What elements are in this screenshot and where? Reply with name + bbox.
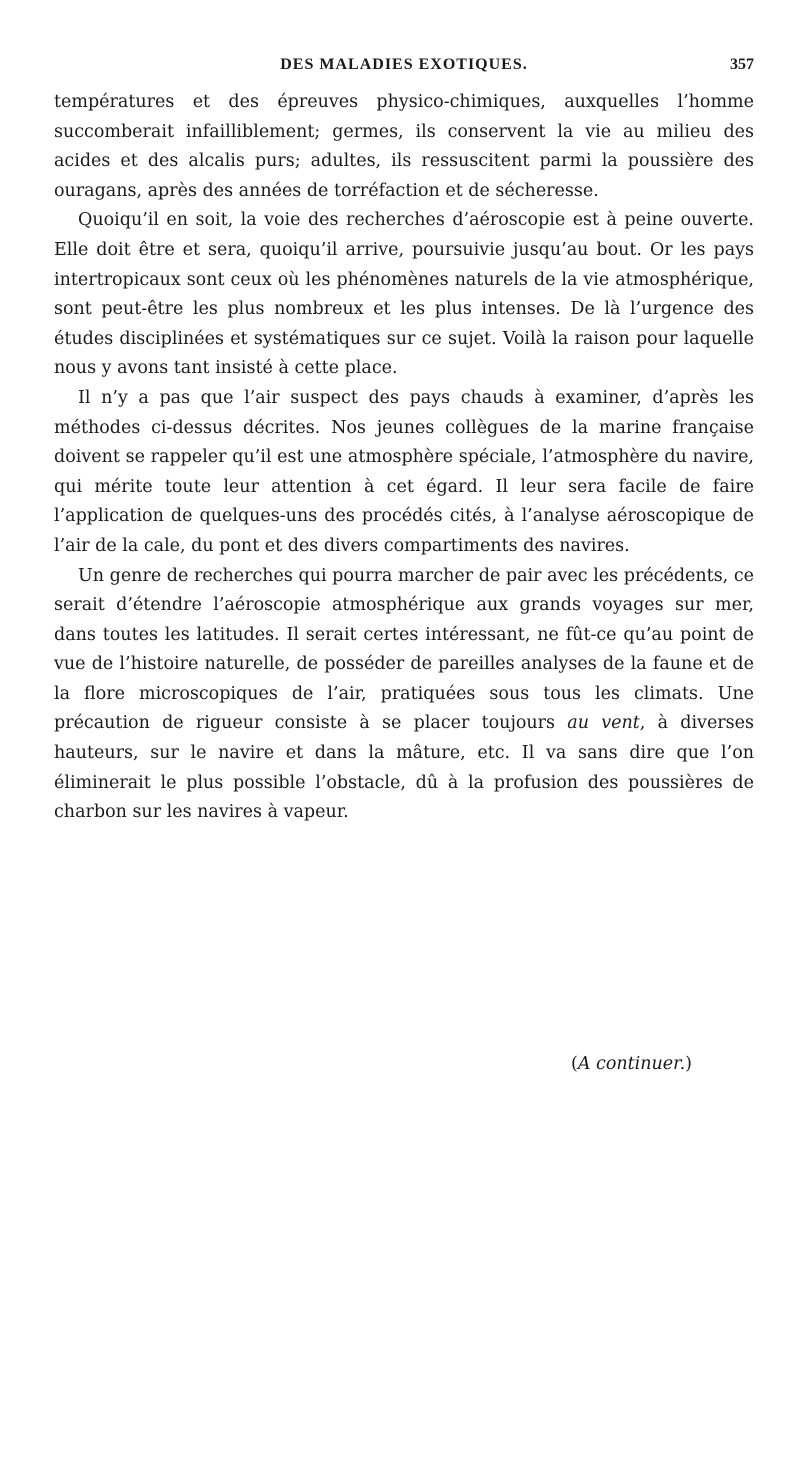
body-text — [54, 88, 754, 828]
sign-off-line — [571, 1050, 692, 1080]
sign-off-close-paren: ) — [685, 1054, 692, 1074]
running-title: DES MALADIES EXOTIQUES. — [280, 56, 528, 73]
paragraph-1: températures et des épreuves physico-chimiques, auxquelles l’homme succomberait infailliblement; germes, ils conservent la vie au milieu des acides et des alcalis purs; adultes, ils ressuscitent parmi la poussière des ouragans, après des années de torréfaction et de sécheresse. — [54, 92, 754, 201]
paragraph-4-text-end: , à diverses hauteurs, sur le navire et dans la mâture, etc. Il va sans dire que l’on éliminerait le plus possible l’obstacle, dû à la profusion des poussières de charbon sur les navires à vapeur. — [54, 713, 754, 823]
paragraph-4-italic-phrase: au vent — [567, 713, 640, 734]
sign-off-open-paren: ( — [571, 1054, 578, 1074]
sign-off-text: A continuer. — [577, 1054, 686, 1074]
paragraph-4-text-start: Un genre de recherches qui pourra marcher de pair avec les précédents, ce serait d’étendre l’aéroscopie atmosphérique aux grands voyages sur mer, dans toutes les latitudes. Il serait certes intéressant, ne fût-ce qu’au point de vue de l’histoire naturelle, de posséder de pareilles analyses de la faune et de la flore microscopiques de l’air, pratiquées sous tous les climats. Une précaution de rigueur consiste à se placer toujours — [54, 565, 754, 734]
paragraph-4 — [54, 562, 754, 828]
page-number: 357 — [730, 56, 754, 73]
sign-off — [54, 1050, 754, 1080]
running-head — [54, 56, 754, 82]
paragraph-3: Il n’y a pas que l’air suspect des pays chauds à examiner, d’après les méthodes ci-dessus décrites. Nos jeunes collègues de la marine française doivent se rappeler qu’il est une atmosphère spéciale, l’atmosphère du navire, qui mérite toute leur attention à cet égard. Il leur sera facile de faire l’application de quelques-uns des procédés cités, à l’analyse aéroscopique de l’air de la cale, du pont et des divers compartiments des navires. — [54, 387, 754, 556]
paragraph-2: Quoiqu’il en soit, la voie des recherches d’aéroscopie est à peine ouverte. Elle doit être et sera, quoiqu’il arrive, poursuivie jusqu’au bout. Or les pays intertropicaux sont ceux où les phénomènes naturels de la vie atmosphérique, sont peut-être les plus nombreux et les plus intenses. De là l’urgence des études disciplinées et systématiques sur ce sujet. Voilà la raison pour laquelle nous y avons tant insisté à cette place. — [54, 210, 754, 379]
